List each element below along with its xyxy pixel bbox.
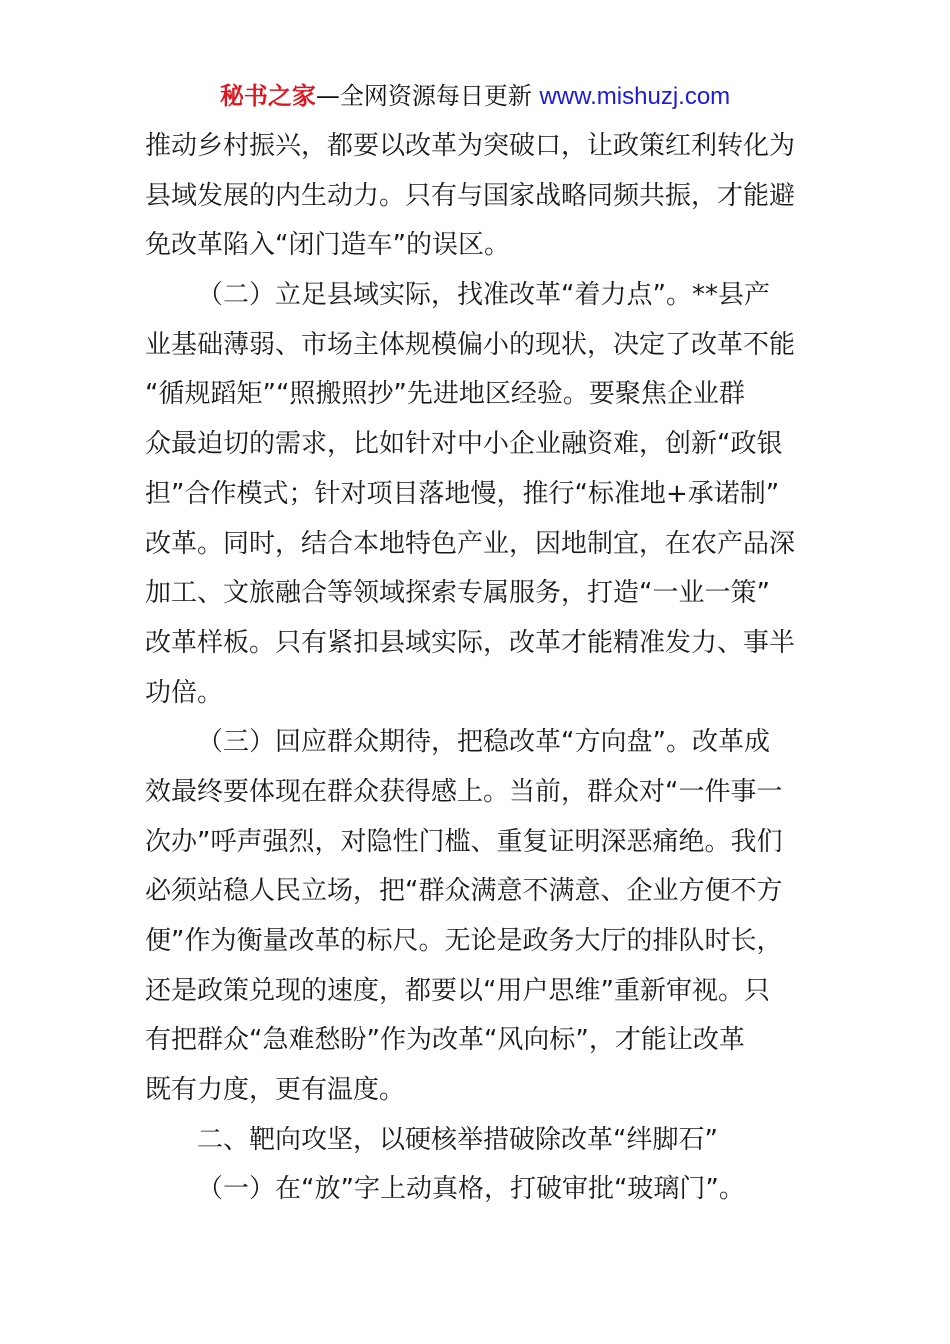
text-line: 次办”呼声强烈，对隐性门槛、重复证明深恶痛绝。我们	[145, 826, 783, 857]
text-line: 便”作为衡量改革的标尺。无论是政务大厅的排队时长，	[145, 926, 783, 956]
text-line: 效最终要体现在群众获得感上。当前，群众对“一件事一	[145, 776, 783, 807]
section-heading: 二、靶向攻坚，以硬核举措破除改革“绊脚石”	[197, 1124, 718, 1155]
paragraph-start-line: （一）在“放”字上动真格，打破审批“玻璃门”。	[197, 1174, 745, 1205]
text-line: 还是政策兑现的速度，都要以“用户思维”重新审视。只	[145, 975, 770, 1006]
text-line: 担”合作模式；针对项目落地慢，推行“标准地+承诺制”	[145, 478, 780, 509]
text-line: 既有力度，更有温度。	[145, 1075, 406, 1106]
text-line: 必须站稳人民立场，把“群众满意不满意、企业方便不方	[145, 876, 783, 907]
text-line: 业基础薄弱、市场主体规模偏小的现状，决定了改革不能	[145, 329, 796, 360]
text-line: 县域发展的内生动力。只有与国家战略同频共振，才能避	[145, 180, 796, 211]
header-tagline: —全网资源每日更新	[315, 82, 540, 110]
text-line: 改革。同时，结合本地特色产业，因地制宜，在农产品深	[145, 528, 796, 559]
site-url-link[interactable]: www.mishuzj.com	[539, 83, 731, 110]
text-line: 推动乡村振兴，都要以改革为突破口，让政策红利转化为	[145, 131, 796, 161]
text-line: 有把群众“急难愁盼”作为改革“风向标”，才能让改革	[145, 1025, 745, 1056]
text-line: “循规蹈矩”“照搬照抄”先进地区经验。要聚焦企业群	[145, 379, 745, 410]
text-line: 众最迫切的需求，比如针对中小企业融资难，创新“政银	[145, 429, 783, 460]
text-line: 免改革陷入“闭门造车”的误区。	[145, 230, 510, 261]
text-line: 改革样板。只有紧扣县域实际，改革才能精准发力、事半	[145, 627, 796, 658]
text-line: 加工、文旅融合等领域探索专属服务，打造“一业一策”	[145, 578, 770, 609]
paragraph-start-line: （二）立足县域实际，找准改革“着力点”。**县产	[197, 280, 770, 311]
brand-name: 秘书之家	[219, 82, 316, 110]
paragraph-start-line: （三）回应群众期待，把稳改革“方向盘”。改革成	[197, 727, 770, 758]
document-body	[145, 122, 810, 1215]
text-line: 功倍。	[145, 677, 224, 708]
site-header	[0, 80, 950, 113]
